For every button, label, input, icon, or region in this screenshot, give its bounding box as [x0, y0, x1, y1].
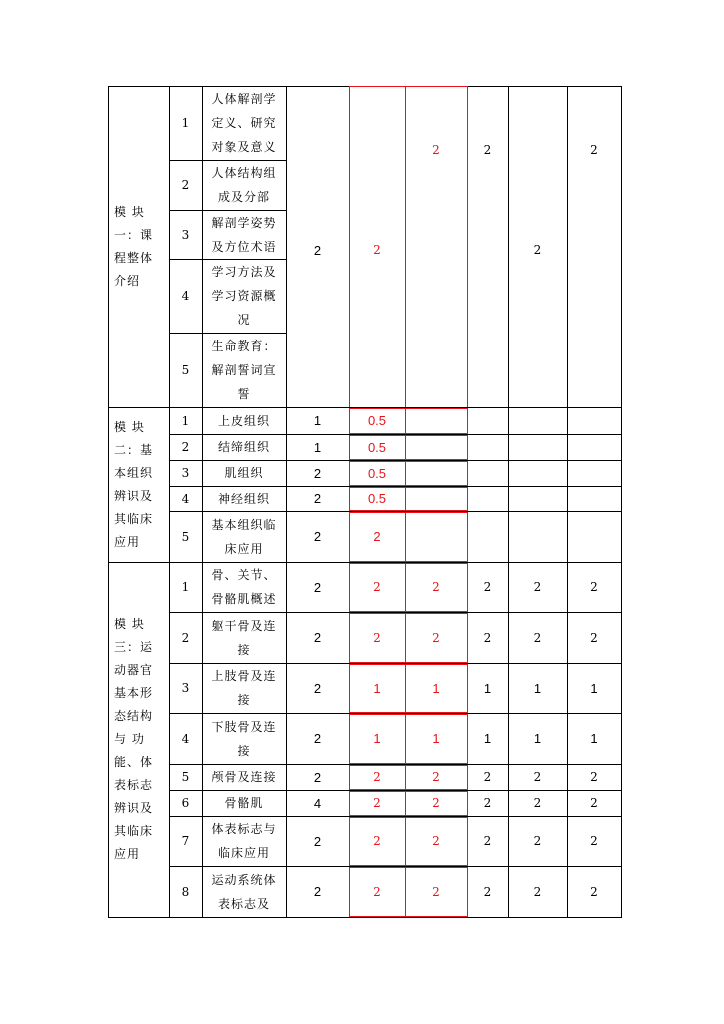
- value-cell: 2: [313, 529, 322, 544]
- red-border: [405, 487, 406, 511]
- row-number: 4: [181, 289, 190, 303]
- grid-line: [508, 407, 509, 563]
- value-cell: 2: [373, 884, 381, 899]
- row-number: 5: [181, 770, 190, 784]
- value-cell: 2: [533, 884, 542, 899]
- red-border: [405, 408, 406, 434]
- value-cell: 2: [590, 834, 598, 848]
- value-cell: 2: [313, 769, 322, 785]
- value-cell: 1: [590, 680, 598, 696]
- value-cell: 2: [483, 770, 492, 784]
- value-cell: 2: [432, 580, 440, 594]
- value-cell: 2: [533, 243, 542, 257]
- value-cell: 2: [432, 770, 440, 784]
- red-border: [405, 512, 468, 513]
- value-cell: 1: [533, 731, 542, 746]
- value-cell: 2: [373, 834, 381, 848]
- red-border: [405, 510, 468, 511]
- value-cell: 2: [432, 630, 440, 645]
- value-cell: 2: [590, 796, 598, 810]
- topic-cell: 躯干骨及连 接: [211, 618, 277, 657]
- value-cell: 2: [313, 242, 322, 258]
- value-cell: 2: [533, 630, 542, 645]
- value-cell: 4: [313, 795, 322, 811]
- grid-line: [567, 407, 568, 563]
- value-cell: 1: [483, 680, 492, 696]
- value-cell: 2: [313, 579, 322, 595]
- value-cell: 1: [373, 731, 381, 746]
- value-cell: 2: [590, 143, 598, 157]
- value-cell: 2: [590, 630, 598, 645]
- value-cell: 2: [590, 770, 598, 784]
- value-cell: 2: [533, 580, 542, 594]
- value-cell: 2: [373, 796, 381, 810]
- value-cell: 2: [483, 796, 492, 810]
- value-cell: 0.5: [367, 491, 387, 506]
- value-cell: 2: [313, 491, 322, 506]
- topic-cell: 基本组织临 床应用: [211, 517, 277, 556]
- value-cell: 2: [373, 630, 381, 645]
- row-number: 3: [181, 227, 190, 242]
- red-border: [467, 408, 468, 434]
- topic-cell: 肌组织: [224, 466, 264, 480]
- value-cell: 2: [533, 834, 542, 848]
- red-border: [467, 512, 468, 562]
- value-cell: 2: [533, 770, 542, 784]
- value-cell: 2: [590, 884, 598, 899]
- topic-cell: 人体解剖学 定义、研究 对象及意义: [211, 92, 277, 154]
- value-cell: 2: [432, 884, 440, 899]
- value-cell: 2: [533, 796, 542, 810]
- row-number: 2: [181, 178, 190, 192]
- value-cell: 2: [313, 680, 322, 696]
- red-border: [405, 461, 468, 462]
- value-cell: 2: [373, 243, 381, 257]
- value-cell: 0.5: [367, 465, 387, 481]
- topic-cell: 生命教育： 解剖誓词宣 誓: [211, 339, 277, 401]
- module-label: 模 块 二：基 本组织 辨识及 其临床 应用: [114, 419, 154, 549]
- row-number: 2: [181, 630, 190, 645]
- value-cell: 2: [313, 833, 322, 849]
- value-cell: 2: [590, 580, 598, 594]
- topic-cell: 人体结构组 成及分部: [211, 166, 277, 204]
- red-border: [405, 408, 468, 409]
- value-cell: 2: [432, 796, 440, 810]
- row-number: 7: [181, 834, 190, 848]
- value-cell: 2: [483, 630, 492, 645]
- value-cell: 2: [373, 580, 381, 594]
- topic-cell: 解剖学姿势 及方位术语: [211, 215, 277, 254]
- row-number: 5: [181, 363, 190, 377]
- value-cell: 2: [483, 884, 492, 899]
- value-cell: 1: [432, 680, 440, 696]
- value-cell: 1: [483, 731, 492, 746]
- value-cell: 0.5: [367, 413, 387, 428]
- module-label: 模 块 一：课 程整体 介绍: [114, 204, 154, 288]
- topic-cell: 结缔组织: [217, 440, 270, 454]
- value-cell: 1: [373, 680, 381, 696]
- row-number: 1: [181, 413, 190, 428]
- red-border: [349, 86, 468, 87]
- module-label: 模 块 三：运 动器官 基本形 态结构 与 功 能、体 表标志 辨识及 其临床 应用: [114, 617, 154, 861]
- row-number: 5: [181, 529, 190, 544]
- red-border: [405, 435, 468, 436]
- row-number: 4: [181, 731, 190, 746]
- value-cell: 2: [313, 884, 322, 899]
- value-cell: 2: [483, 143, 492, 157]
- value-cell: 2: [313, 465, 322, 481]
- value-cell: 2: [313, 731, 322, 746]
- red-border: [467, 435, 468, 460]
- value-cell: 2: [313, 630, 322, 645]
- topic-cell: 上肢骨及连 接: [211, 669, 277, 707]
- value-cell: 2: [483, 580, 492, 594]
- value-cell: 1: [432, 731, 440, 746]
- value-cell: 2: [373, 529, 381, 544]
- value-cell: 1: [313, 413, 322, 428]
- grid-line: [169, 917, 622, 918]
- red-border: [467, 461, 468, 486]
- red-border: [405, 512, 406, 562]
- row-number: 2: [181, 440, 190, 454]
- red-border: [405, 435, 406, 460]
- topic-cell: 运动系统体 表标志及: [211, 872, 277, 911]
- row-number: 4: [181, 491, 190, 506]
- row-number: 1: [181, 580, 190, 594]
- topic-cell: 上皮组织: [217, 413, 270, 428]
- topic-cell: 学习方法及 学习资源概 况: [211, 265, 277, 327]
- red-border: [405, 461, 406, 486]
- row-number: 3: [181, 681, 190, 695]
- topic-cell: 骨骼肌: [224, 796, 264, 810]
- red-border: [405, 487, 468, 488]
- red-border: [405, 485, 468, 486]
- row-number: 8: [181, 884, 190, 899]
- value-cell: 2: [483, 834, 492, 848]
- red-border: [405, 433, 468, 434]
- topic-cell: 骨、关节、 骨骼肌概述: [211, 568, 277, 606]
- value-cell: 2: [432, 143, 440, 157]
- value-cell: 2: [432, 834, 440, 848]
- topic-cell: 神经组织: [217, 491, 270, 506]
- value-cell: 2: [373, 770, 381, 784]
- value-cell: 0.5: [367, 439, 387, 455]
- value-cell: 1: [313, 439, 322, 455]
- topic-cell: 颅骨及连接: [211, 770, 277, 784]
- topic-cell: 体表标志与 临床应用: [211, 822, 277, 860]
- red-border: [467, 487, 468, 511]
- value-cell: 1: [590, 731, 598, 746]
- row-number: 6: [181, 796, 190, 810]
- row-number: 1: [181, 116, 190, 130]
- row-number: 3: [181, 466, 190, 480]
- topic-cell: 下肢骨及连 接: [211, 719, 277, 758]
- grid-line: [621, 86, 622, 918]
- red-border: [405, 459, 468, 460]
- value-cell: 1: [533, 680, 542, 696]
